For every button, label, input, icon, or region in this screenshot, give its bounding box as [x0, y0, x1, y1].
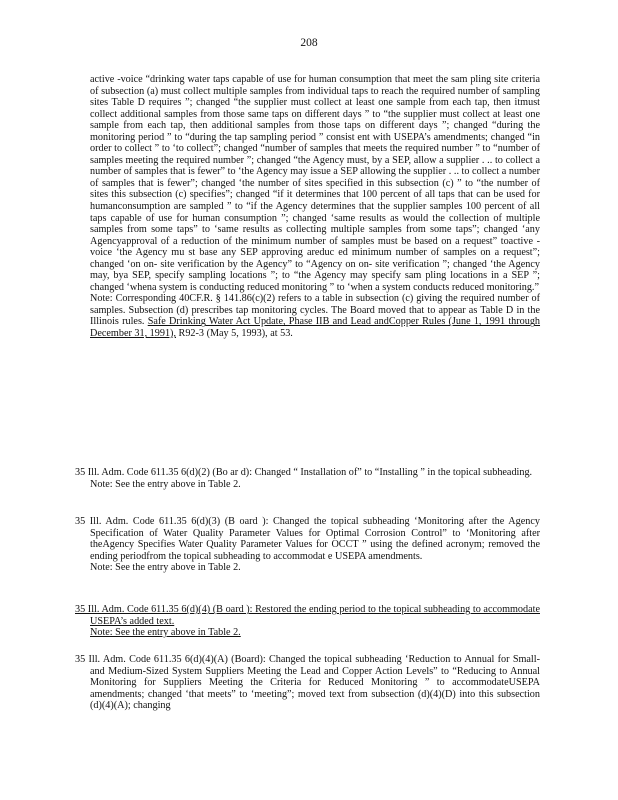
entry-text: 35 Ill. Adm. Code 611.35 6(d)(4)(A) (Board): Changed the topical subheading ‘Reduction to Annual for Small- and Medium-Sized System Suppliers Meeting the Lead and Copper Action Levels” to “Reducing to Annual Monitoring for Suppliers Meeting the Criteria for Reduced Monitoring ” to accommodateUSEPA amendments; changed ‘that meets” to ‘meeting”; moved text from subsection (d)(4)(D) into this subsection (d)(4)(A); changing: [75, 654, 540, 712]
list-item: [75, 516, 540, 574]
note-overprint: Corresponding: [115, 293, 177, 305]
note-label: Note:: [90, 293, 113, 305]
entry-text: 35 Ill. Adm. Code 611.35 6(d)(2) (Bo ar d): Changed “ Installation of” to “Installing ” in the topical subheading.: [75, 467, 533, 478]
entry-note: Note: See the entry above in Table 2.: [90, 627, 241, 639]
main-paragraph: [90, 74, 540, 340]
list-item: [75, 467, 540, 490]
page-number: 208: [300, 37, 318, 49]
list-item: [75, 654, 540, 712]
citation-rest: R92-3 (May 5, 1993), at 53.: [178, 328, 293, 340]
entry-note: Note: See the entry above in Table 2.: [90, 478, 241, 490]
entry-text: 35 Ill. Adm. Code 611.35 6(d)(3) (B oard ): Changed the topical subheading ‘Monitoring after the Agency Specification of Water Quality Parameter Values for Optimal Corrosion Control” to ‘Monitoring after theAgency Specifies Water Quality Parameter Values for OCCT ” using the defined acronym; removed the ending periodfrom the topical subheading to accommodat e USEPA amendments.: [75, 516, 540, 562]
paragraph-text: active -voice “drinking water taps capable of use for human consumption that meet the sam pling site criteria of subsection (a) must collect multiple samples from individual taps to reach the required number of sampling sites Table D requires ”; changed “the supplier must collect at least one sample from each tap, then itmust collect additional samples from those same taps on different days ” to “the supplier must collect at least one sample from each tap, then additional samples from those taps on different days ”; changed “during the monitoring period ” to “during the tap sampling period ” consist ent with USEPA’s amendments; changed “in order to collect ” to ‘to collect”; changed “number of samples that meets the required number ” to “number of samples meeting the required number ”; changed “the Agency must, by a SEP, allow a supplier . .. to collect a number of samples that is fewer” to ‘the Agency may issue a SEP allowing the supplier . .. to collect a number of samples that is fewer”; changed ‘the number of sites specified in this subsection (c) ” to “the number of sites this subsection (c) specifies”; changed “if it determines that 100 percent of all taps that can be used for humanconsumption are sampled ” to “if the Agency determines that the supplier samples 100 percent of all taps capable of use for human consumption ”; changed ‘same results as would the collection of multiple samples from some taps” to ‘same results as collecting multiple samples from some taps”; changed ‘any Agencyapproval of a reduction of the minimum number of samples must be based on a request” toactive -voice ‘the Agency mu st base any SEP approving areduc ed minimum number of samples on a request”; changed ‘on on- site verification by the Agency” to “Agency on on- site verification ”; changed ‘the Agency may, bya SEP, specify sampling locations ”; to “the Agency may specify sam pling locations in a SEP ”; changed ‘whena system is conducting reduced monitoring ” to ‘when a system conducts reduced monitoring.”: [90, 74, 540, 293]
note-text: 40CF.R. § 141.86(c)(2) refers to a table in subsection (c) giving the required number of samples. Subsection (d) prescribes tap monitoring cycles. The Board moved that to appear as Table D in the Illinois rules.: [90, 293, 541, 328]
entry-note: Note: See the entry above in Table 2.: [90, 562, 241, 574]
citation-underlined: Safe Drinking Water Act Update, Phase IIB and Lead andCopper Rules (June 1, 1991 through December 31, 1991),: [90, 316, 541, 340]
entry-text: 35 Ill. Adm. Code 611.35 6(d)(4) (B oard ): Restored the ending period to the topical subheading to accommodate USEPA’s added text.: [75, 604, 540, 627]
paragraph-note: [90, 293, 540, 339]
list-item: [75, 604, 540, 639]
